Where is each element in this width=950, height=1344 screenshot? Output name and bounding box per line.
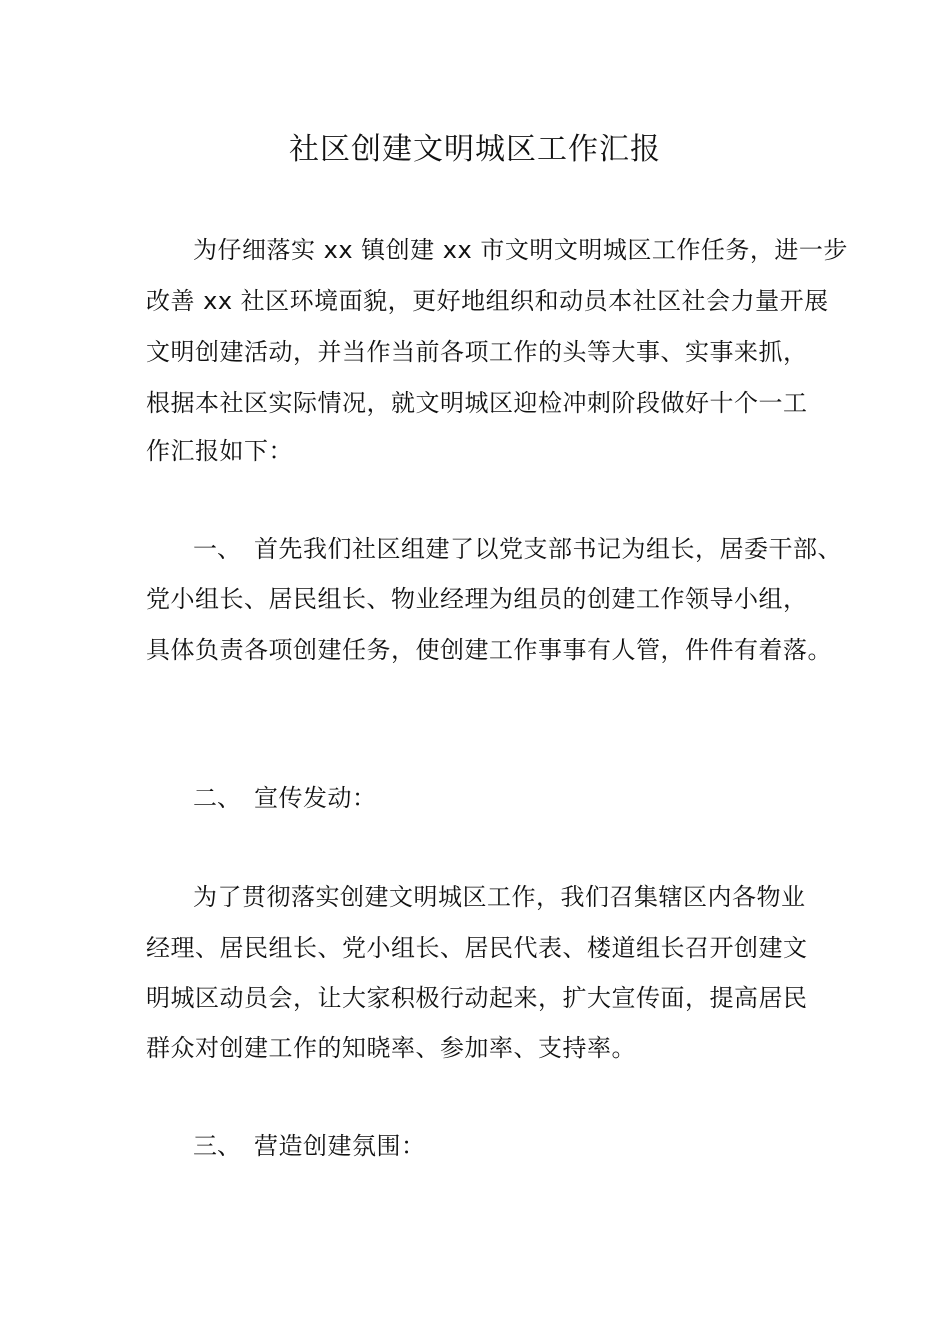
- intro-line-2: 改善 xx 社区环境面貌，更好地组织和动员本社区社会力量开展: [146, 287, 829, 315]
- section-2-number: 二、: [193, 784, 241, 812]
- intro-line-1: 为仔细落实 xx 镇创建 xx 市文明文明城区工作任务，进一步: [193, 236, 848, 264]
- section-2-line-3: 明城区动员会，让大家积极行动起来，扩大宣传面，提高居民: [146, 984, 808, 1012]
- section-1-number: 一、: [193, 535, 241, 563]
- intro-line-4: 根据本社区实际情况，就文明城区迎检冲刺阶段做好十个一工: [146, 389, 808, 417]
- section-1-line-3: 具体负责各项创建任务，使创建工作事事有人管，件件有着落。: [146, 636, 832, 664]
- section-3-number: 三、: [193, 1132, 241, 1160]
- section-1-first-line: 首先我们社区组建了以党支部书记为组长，居委干部、: [254, 535, 842, 563]
- document-title: 社区创建文明城区工作汇报: [289, 132, 661, 167]
- intro-line-3: 文明创建活动，并当作当前各项工作的头等大事、实事来抓，: [146, 338, 808, 366]
- section-2-line-4: 群众对创建工作的知晓率、参加率、支持率。: [146, 1034, 636, 1062]
- section-2-line-1: 为了贯彻落实创建文明城区工作，我们召集辖区内各物业: [193, 883, 806, 911]
- section-1-line-2: 党小组长、居民组长、物业经理为组员的创建工作领导小组，: [146, 585, 808, 613]
- section-3-heading: 营造创建氛围：: [254, 1132, 426, 1160]
- section-2-heading: 宣传发动：: [254, 784, 377, 812]
- intro-line-5: 作汇报如下：: [146, 437, 293, 465]
- section-2-line-2: 经理、居民组长、党小组长、居民代表、楼道组长召开创建文: [146, 934, 808, 962]
